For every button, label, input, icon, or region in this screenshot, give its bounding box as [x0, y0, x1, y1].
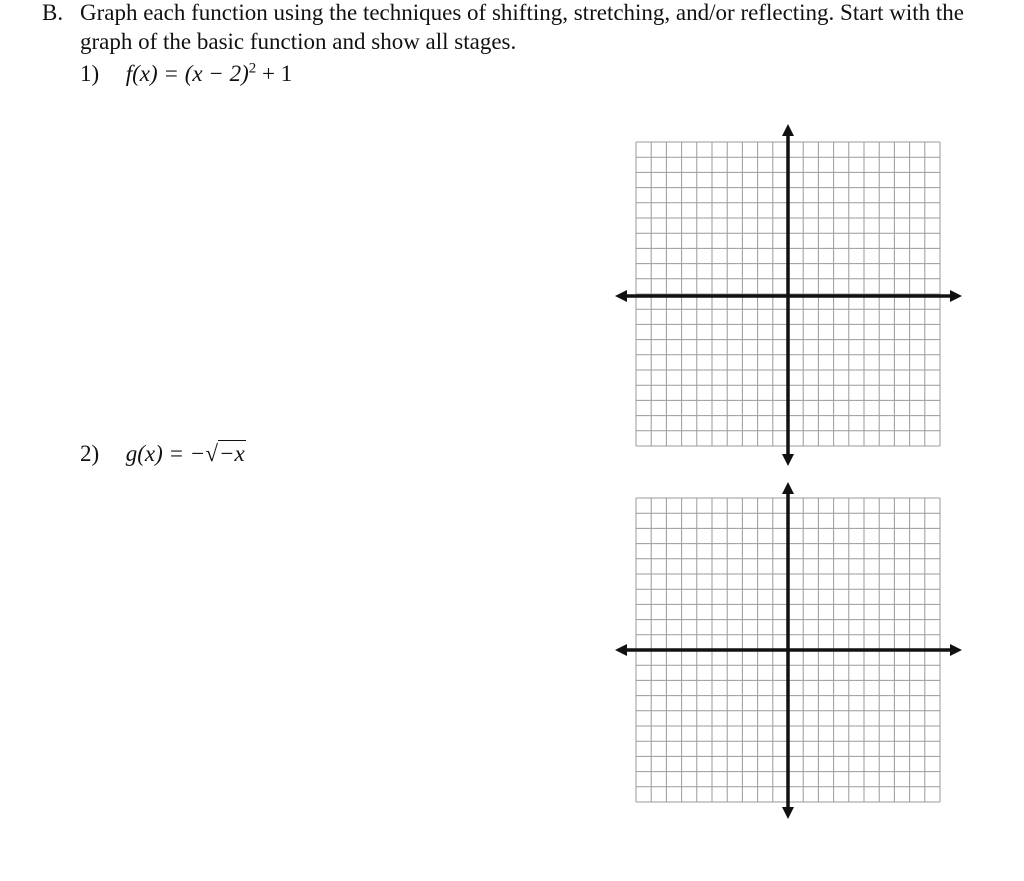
y-axis-up-arrow [782, 482, 794, 494]
function-expression-1: $f(x) = (x - 2)^2 + 1$ [125, 60, 293, 86]
problem-number: 2) [80, 441, 100, 466]
instruction-line-2: graph of the basic function and show all stages. [80, 29, 517, 54]
coordinate-grid-2[interactable] [612, 478, 967, 823]
problem-2 [80, 440, 246, 468]
y-axis-down-arrow [782, 454, 794, 466]
y-axis-up-arrow [782, 124, 794, 136]
x-axis-right-arrow [950, 644, 962, 656]
coordinate-grid-1[interactable] [612, 120, 967, 470]
function-expression-2: g(x) = −√−x [125, 441, 245, 466]
problem-number: 1) [80, 61, 100, 86]
instruction-line-1: Graph each function using the techniques of shifting, stretching, and/or reflecting. Start with the [80, 0, 964, 25]
problem-1 [80, 60, 292, 88]
x-axis-left-arrow [615, 290, 627, 302]
y-axis-down-arrow [782, 807, 794, 819]
x-axis-left-arrow [615, 644, 627, 656]
section-letter: B. [42, 0, 64, 25]
x-axis-right-arrow [950, 290, 962, 302]
section-heading [42, 0, 964, 54]
